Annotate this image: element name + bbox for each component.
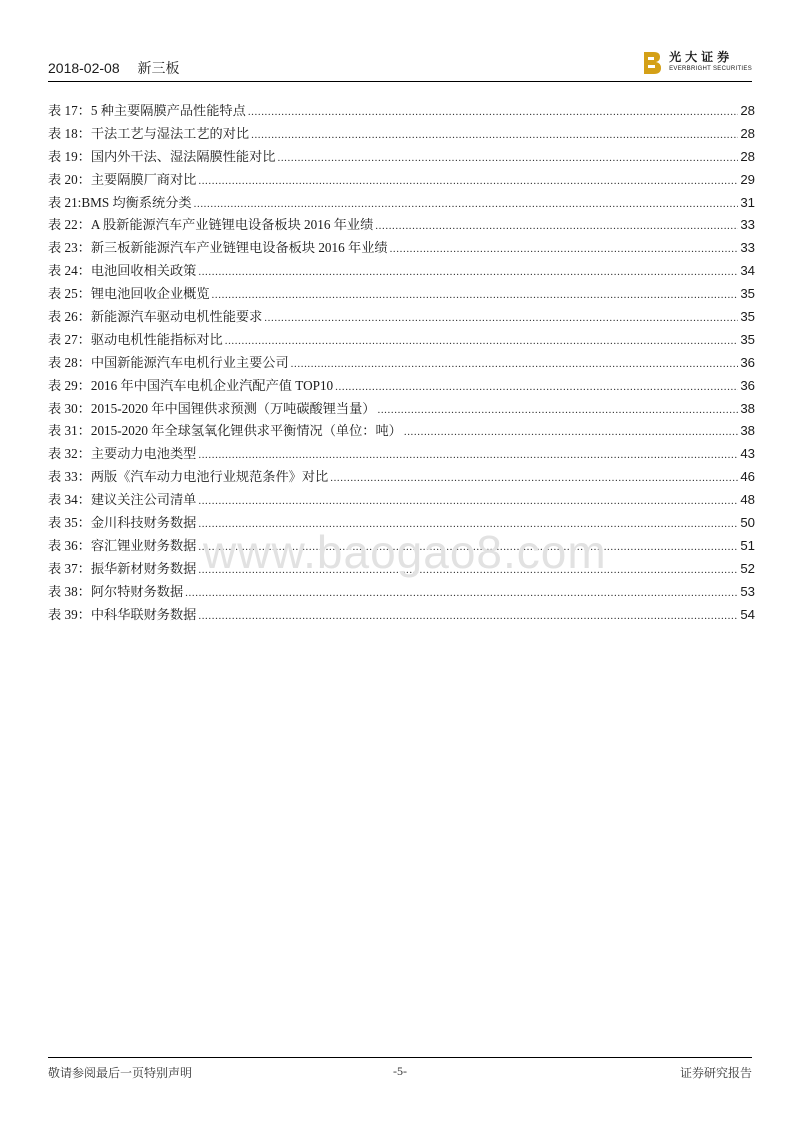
report-date: 2018-02-08: [48, 60, 120, 76]
report-section: 新三板: [137, 60, 180, 76]
toc-entry-page: 51: [740, 537, 755, 553]
toc-entry-page: 33: [740, 217, 755, 233]
toc-entry-page: 53: [740, 583, 755, 599]
toc-entry-title: 表 19：国内外干法、湿法隔膜性能对比: [48, 148, 276, 164]
toc-entry[interactable]: [48, 398, 755, 421]
toc-entry-title: 表 30：2015-2020 年中国锂供求预测（万吨碳酸锂当量）: [48, 400, 376, 416]
toc-entry-page: 43: [740, 446, 755, 462]
toc-entry[interactable]: [48, 283, 755, 306]
toc-dot-leader: [375, 217, 738, 233]
toc-dot-leader: [198, 263, 738, 279]
toc-entry[interactable]: [48, 237, 755, 260]
everbright-logo-icon: [641, 50, 663, 76]
footer-divider: [48, 1057, 752, 1058]
toc-dot-leader: [248, 103, 739, 119]
toc-entry[interactable]: [48, 420, 755, 443]
toc-entry-page: 28: [740, 125, 755, 141]
toc-entry-page: 38: [740, 423, 755, 439]
toc-entry-page: 35: [740, 331, 755, 347]
toc-entry[interactable]: [48, 306, 755, 329]
disclaimer-note: 敬请参阅最后一页特别声明: [48, 1066, 193, 1080]
header-info: [48, 58, 194, 78]
logo-chinese-name: 光大证券: [669, 50, 734, 64]
toc-entry[interactable]: [48, 604, 755, 627]
toc-entry-title: 表 32：主要动力电池类型: [48, 446, 197, 462]
toc-entry[interactable]: [48, 466, 755, 489]
toc-dot-leader: [198, 446, 738, 462]
toc-entry-page: 35: [740, 309, 755, 325]
toc-entry-page: 34: [740, 263, 755, 279]
toc-entry-title: 表 28：中国新能源汽车电机行业主要公司: [48, 354, 289, 370]
logo-english-name: EVERBRIGHT SECURITIES: [669, 66, 752, 72]
toc-dot-leader: [330, 469, 738, 485]
toc-entry-page: 50: [740, 515, 755, 531]
toc-dot-leader: [185, 584, 738, 600]
toc-entry-title: 表 29：2016 年中国汽车电机企业汽配产值 TOP10: [48, 377, 334, 393]
toc-entry-title: 表 27：驱动电机性能指标对比: [48, 331, 223, 347]
toc-dot-leader: [335, 378, 738, 394]
toc-dot-leader: [194, 195, 739, 211]
toc-entry-page: 35: [740, 286, 755, 302]
toc-entry-title: 表 24：电池回收相关政策: [48, 263, 197, 279]
toc-entry[interactable]: [48, 123, 755, 146]
toc-dot-leader: [390, 240, 739, 256]
toc-dot-leader: [377, 401, 738, 417]
toc-dot-leader: [198, 172, 738, 188]
toc-entry-page: 33: [740, 240, 755, 256]
toc-entry[interactable]: [48, 489, 755, 512]
toc-entry-page: 28: [740, 103, 755, 118]
toc-entry-title: 表 35：金川科技财务数据: [48, 515, 197, 531]
toc-entry-title: 表 26：新能源汽车驱动电机性能要求: [48, 309, 263, 325]
toc-entry-title: 表 37：振华新材财务数据: [48, 560, 197, 576]
toc-entry-title: 表 33：两版《汽车动力电池行业规范条件》对比: [48, 469, 329, 485]
toc-dot-leader: [277, 149, 738, 165]
page-footer: [48, 1057, 752, 1084]
toc-entry-title: 表 31：2015-2020 年全球氢氧化锂供求平衡情况（单位：吨）: [48, 423, 402, 439]
toc-entry[interactable]: [48, 329, 755, 352]
toc-entry[interactable]: [48, 192, 755, 215]
toc-entry[interactable]: [48, 214, 755, 237]
toc-entry-title: 表 36：容汇锂业财务数据: [48, 537, 197, 553]
toc-entry-title: 表 18：干法工艺与湿法工艺的对比: [48, 125, 250, 141]
toc-entry-page: 29: [740, 171, 755, 187]
toc-entry-title: 表 22：A 股新能源汽车产业链锂电设备板块 2016 年业绩: [48, 217, 374, 233]
toc-entry-page: 52: [740, 560, 755, 576]
toc-entry-title: 表 25：锂电池回收企业概览: [48, 286, 210, 302]
toc-entry-page: 28: [740, 148, 755, 164]
toc-dot-leader: [198, 607, 738, 623]
watermark: www.baogao8.com: [203, 526, 607, 578]
toc-entry[interactable]: [48, 100, 755, 123]
toc-entry-page: 31: [740, 194, 755, 210]
toc-entry-title: 表 38：阿尔特财务数据: [48, 583, 184, 599]
toc-entry-page: 36: [740, 377, 755, 393]
toc-dot-leader: [264, 309, 738, 325]
toc-entry[interactable]: [48, 260, 755, 283]
toc-dot-leader: [251, 126, 738, 142]
toc-dot-leader: [212, 286, 739, 302]
toc-entry-title: 表 21:BMS 均衡系统分类: [48, 194, 192, 210]
toc-dot-leader: [291, 355, 739, 371]
toc-entry-title: 表 20：主要隔膜厂商对比: [48, 171, 197, 187]
toc-entry-title: 表 23：新三板新能源汽车产业链锂电设备板块 2016 年业绩: [48, 240, 388, 256]
toc-entry-page: 48: [740, 492, 755, 508]
toc-entry-page: 54: [740, 606, 755, 622]
toc-dot-leader: [198, 492, 738, 508]
toc-entry[interactable]: [48, 443, 755, 466]
page-header: [48, 50, 752, 82]
toc-entry[interactable]: [48, 352, 755, 375]
toc-entry[interactable]: [48, 146, 755, 169]
toc-entry-title: 表 17：5 种主要隔膜产品性能特点: [48, 103, 246, 118]
toc-entry[interactable]: [48, 375, 755, 398]
toc-entry[interactable]: [48, 581, 755, 604]
toc-entry-page: 36: [740, 354, 755, 370]
header-divider: [48, 81, 752, 82]
toc-entry-title: 表 39：中科华联财务数据: [48, 606, 197, 622]
everbright-logo: [641, 50, 752, 76]
page-number: -5-: [393, 1064, 407, 1078]
toc-dot-leader: [225, 332, 739, 348]
toc-entry[interactable]: [48, 169, 755, 192]
toc-entry-title: 表 34：建议关注公司清单: [48, 492, 197, 508]
toc-entry-page: 46: [740, 469, 755, 485]
toc-entry-page: 38: [740, 400, 755, 416]
toc-dot-leader: [404, 423, 738, 439]
report-type: 证券研究报告: [679, 1066, 752, 1080]
